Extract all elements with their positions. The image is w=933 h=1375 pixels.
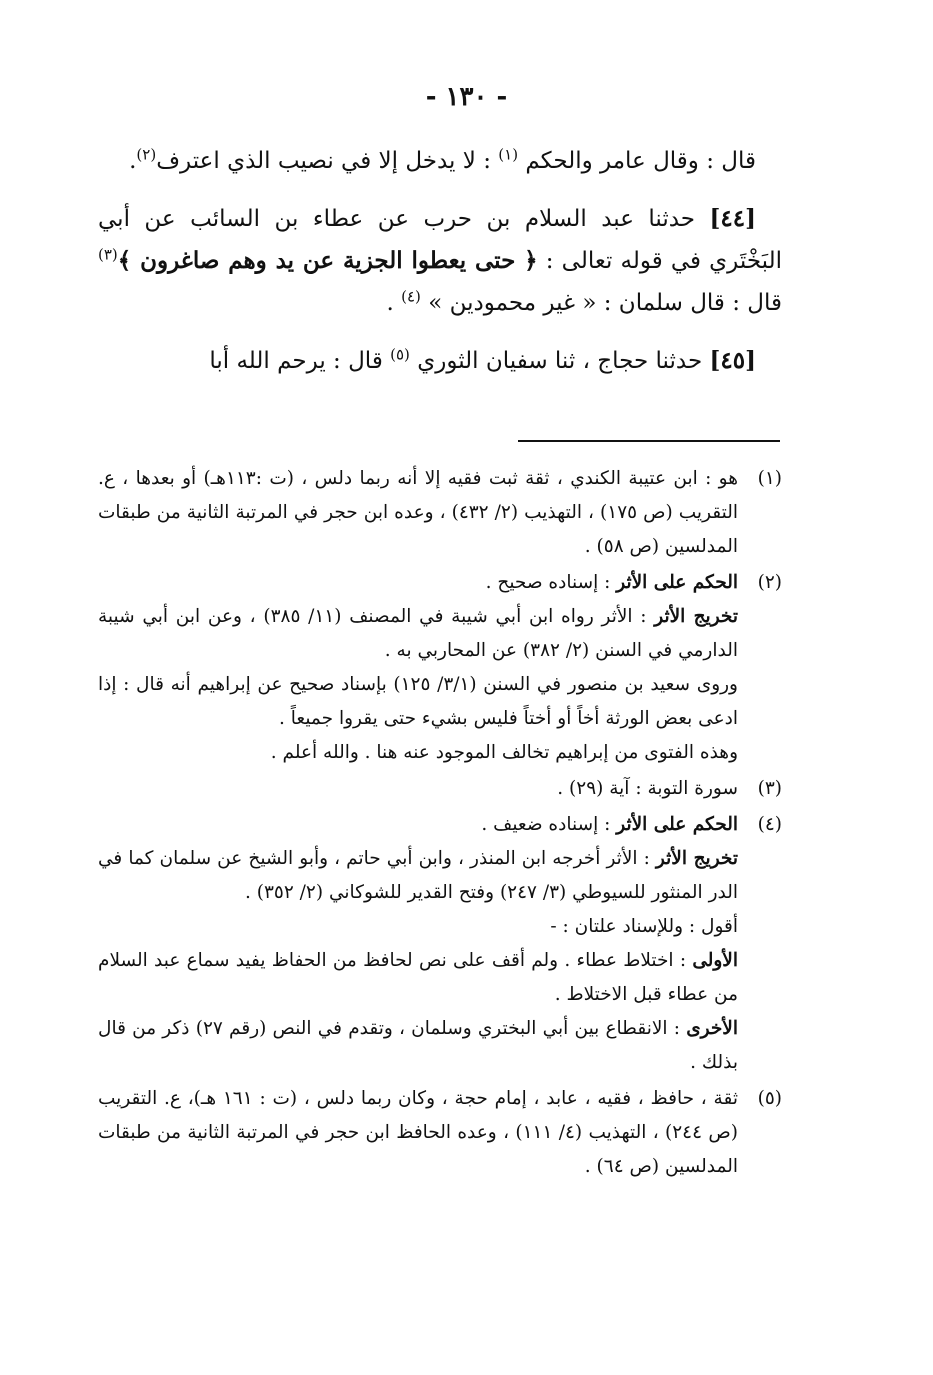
takhrij-label: تخريج الأثر	[655, 848, 738, 869]
first-label: الأولى	[692, 950, 738, 971]
footnote-4-second	[98, 1012, 738, 1080]
paragraph-1	[98, 140, 782, 182]
footnote-ref-5[interactable]: (٥)	[390, 345, 410, 364]
paragraph-44-end: .	[386, 290, 394, 316]
footnotes	[98, 462, 782, 1186]
footnote-ref-4[interactable]: (٤)	[401, 287, 421, 306]
footnote-4-hukm	[98, 808, 738, 842]
hukm-label: الحكم على الأثر	[616, 572, 738, 593]
footnote-4	[98, 808, 782, 1080]
footnote-3	[98, 772, 782, 806]
takhrij-label: تخريج الأثر	[654, 606, 738, 627]
hukm-label: الحكم على الأثر	[616, 814, 738, 835]
paragraph-45	[98, 340, 782, 382]
paragraph-45-text-cont: قال : يرحم الله أبا	[209, 348, 383, 374]
page-number: - ١٣٠ -	[425, 82, 508, 112]
footnote-divider	[518, 440, 780, 442]
footnote-3-text: سورة التوبة : آية (٢٩) .	[557, 778, 738, 799]
footnote-2-extra-2: وهذه الفتوى من إبراهيم تخالف الموجود عنه هنا . والله أعلم .	[270, 742, 738, 763]
narration-number-45: [٤٥]	[709, 347, 756, 374]
footnote-number: (٢)	[757, 572, 782, 593]
second-label: الأخرى	[686, 1018, 739, 1039]
footnote-2-extra-1: وروى سعيد بن منصور في السنن (٣/١/ ١٢٥) بإسناد صحيح عن إبراهيم أنه قال : إذا ادعى بعض الورثة أخاً أو أختاً فليس بشيء حتى يقروا جميعاً .	[98, 674, 738, 729]
footnote-4-takhrij	[98, 842, 738, 910]
quran-verse: ﴿ حتى يعطوا الجزية عن يد وهم صاغرون ﴾	[117, 247, 538, 274]
paragraph-1-end: .	[129, 148, 137, 174]
footnote-ref-1[interactable]: (١)	[498, 145, 519, 164]
footnote-number: (٤)	[757, 814, 782, 835]
paragraph-44-text: حدثنا عبد السلام بن حرب عن عطاء بن السائب عن أبي البَخْتَري في قوله تعالى :	[98, 206, 783, 274]
footnote-number: (٣)	[757, 778, 782, 799]
footnote-number: (٥)	[757, 1088, 782, 1109]
footnote-ref-3[interactable]: (٣)	[98, 245, 118, 264]
main-text	[98, 140, 782, 398]
paragraph-1-text: قال : وقال عامر والحكم	[525, 148, 756, 174]
takhrij-text: : الأثر أخرجه ابن المنذر ، وابن أبي حاتم ، وأبو الشيخ عن سلمان كما في الدر المنثور للسيوطي (٣/ ٢٤٧) وفتح القدير للشوكاني (٢/ ٣٥٢) .	[98, 848, 738, 903]
paragraph-44	[98, 198, 782, 324]
hukm-text: : إسناده ضعيف .	[481, 814, 611, 835]
footnote-ref-2[interactable]: (٢)	[136, 145, 157, 164]
footnote-5-text: ثقة ، حافظ ، فقيه ، عابد ، إمام حجة ، وكان ربما دلس ، (ت : ١٦١ هـ)، ع. التقريب (ص ٢٤٤) ، التهذيب (٤/ ١١١) ، وعده الحافظ ابن حجر في المرتبة الثانية من طبقات المدلسين (ص ٦٤) .	[98, 1088, 738, 1177]
narration-number-44: [٤٤]	[709, 205, 756, 232]
footnote-1	[98, 462, 782, 564]
paragraph-1-text-cont: : لا يدخل إلا في نصيب الذي اعترف	[156, 148, 491, 174]
footnote-4-first	[98, 944, 738, 1012]
paragraph-45-text: حدثنا حجاج ، ثنا سفيان الثوري	[417, 348, 703, 374]
hukm-text: : إسناده صحيح .	[485, 572, 611, 593]
footnote-2	[98, 566, 782, 770]
footnote-number: (١)	[757, 468, 782, 489]
first-text: : اختلاط عطاء . ولم أقف على نص لحافظ من الحفاظ يفيد سماع عبد السلام من عطاء قبل الاختلاط .	[98, 950, 738, 1005]
paragraph-44-text-cont: قال : قال سلمان : « غير محمودين »	[428, 290, 782, 316]
footnote-5	[98, 1082, 782, 1184]
footnote-2-hukm	[98, 566, 738, 600]
footnote-1-text: هو : ابن عتيبة الكندي ، ثقة ثبت فقيه إلا أنه ربما دلس ، (ت :١١٣هـ) أو بعدها ، ع. التقريب (ص ١٧٥) ، التهذيب (٢/ ٤٣٢) ، وعده ابن حجر في المرتبة الثانية من طبقات المدلسين (ص ٥٨) .	[98, 468, 738, 557]
footnote-2-takhrij	[98, 600, 738, 668]
second-text: : الانقطاع بين أبي البختري وسلمان ، وتقدم في النص (رقم ٢٧) ذكر من قال بذلك .	[98, 1018, 738, 1073]
takhrij-text: : الأثر رواه ابن أبي شيبة في المصنف (١١/ ٣٨٥) ، وعن ابن أبي شيبة الدارمي في السنن (٢/ ٣٨٢) عن المحاربي به .	[98, 606, 738, 661]
footnote-4-aqul: أقول : وللإسناد علتان : -	[550, 916, 738, 937]
